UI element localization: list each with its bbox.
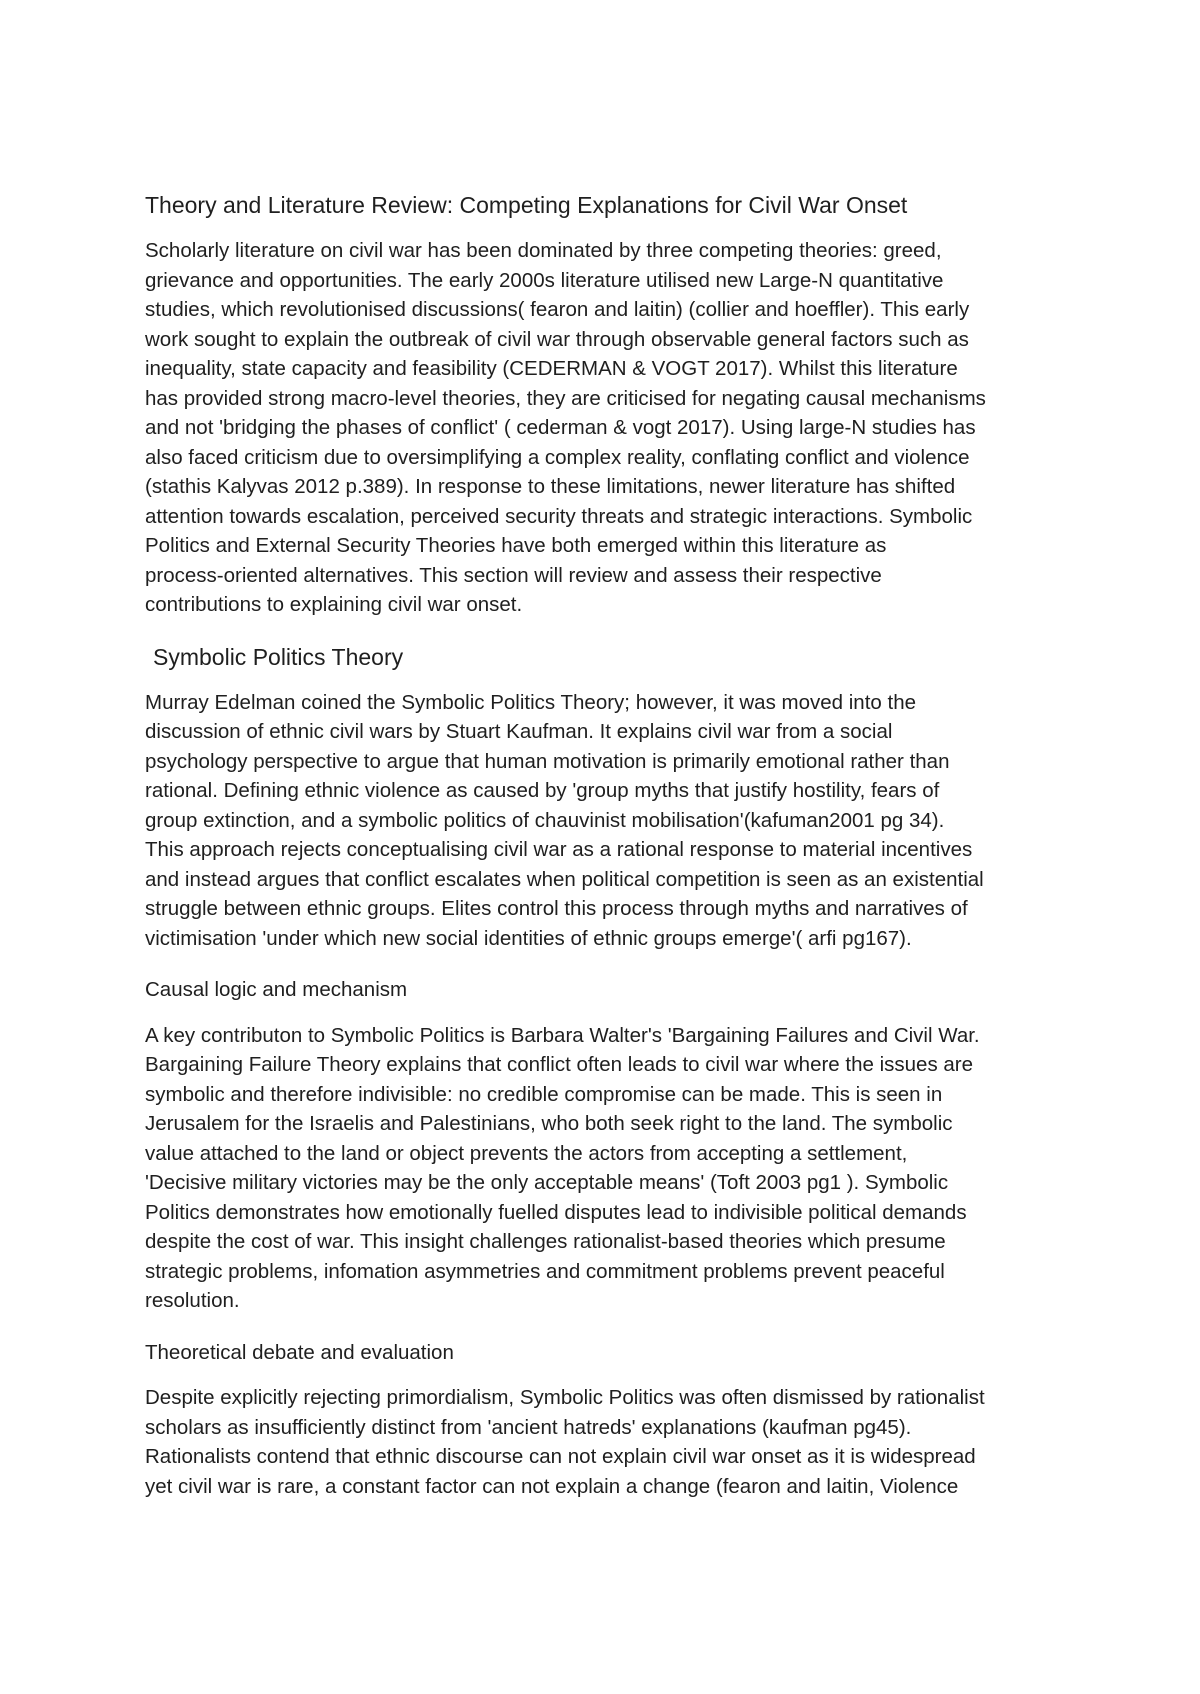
text-line: scholars as insufficiently distinct from 'ancient hatreds' explanations (kaufman pg45).: [145, 1415, 912, 1439]
text-line: Politics demonstrates how emotionally fuelled disputes lead to indivisible political demands: [145, 1200, 967, 1224]
text-line: This approach rejects conceptualising civil war as a rational response to material incentives: [145, 838, 973, 861]
text-line: victimisation 'under which new social identities of ethnic groups emerge'( arfi pg167).: [145, 926, 912, 950]
theoretical-debate-paragraph: [145, 1383, 1075, 1501]
text-line: and instead argues that conflict escalates when political competition is seen as an existential: [145, 867, 984, 891]
text-line: 'Decisive military victories may be the only acceptable means' (Toft 2003 pg1 ). Symbolic: [145, 1171, 949, 1194]
text-line: contributions to explaining civil war onset.: [145, 593, 523, 616]
text-line: inequality, state capacity and feasibility (CEDERMAN & VOGT 2017). Whilst this literature: [145, 357, 958, 380]
text-line: studies, which revolutionised discussions( fearon and laitin) (collier and hoeffler). This early: [145, 298, 970, 321]
text-line: attention towards escalation, perceived security threats and strategic interactions. Symbolic: [145, 504, 973, 528]
text-line: Rationalists contend that ethnic discourse can not explain civil war onset as it is widespread: [145, 1445, 976, 1468]
symbolic-politics-paragraph: [145, 688, 1075, 954]
text-line: symbolic and therefore indivisible: no credible compromise can be made. This is seen in: [145, 1082, 943, 1106]
text-line: group extinction, and a symbolic politics of chauvinist mobilisation'(kafuman2001 pg 34).: [145, 808, 945, 832]
text-line: rational. Defining ethnic violence as caused by 'group myths that justify hostility, fears of: [145, 779, 940, 802]
text-line: psychology perspective to argue that human motivation is primarily emotional rather than: [145, 749, 950, 773]
text-line: yet civil war is rare, a constant factor can not explain a change (fearon and laitin, Violence: [145, 1474, 959, 1498]
text-line: work sought to explain the outbreak of civil war through observable general factors such as: [145, 327, 969, 351]
text-line: struggle between ethnic groups. Elites control this process through myths and narratives of: [145, 897, 968, 920]
theoretical-debate-heading: Theoretical debate and evaluation: [145, 1340, 454, 1364]
document-page: [145, 190, 1075, 1523]
text-line: resolution.: [145, 1289, 240, 1312]
text-line: process-oriented alternatives. This section will review and assess their respective: [145, 563, 882, 587]
text-line: A key contributon to Symbolic Politics is Barbara Walter's 'Bargaining Failures and Civil War.: [145, 1023, 980, 1047]
text-line: Bargaining Failure Theory explains that conflict often leads to civil war where the issues are: [145, 1053, 974, 1076]
text-line: value attached to the land or object prevents the actors from accepting a settlement,: [145, 1141, 908, 1165]
text-line: Murray Edelman coined the Symbolic Politics Theory; however, it was moved into the: [145, 690, 917, 714]
document-title: Theory and Literature Review: Competing Explanations for Civil War Onset: [145, 192, 908, 218]
text-line: grievance and opportunities. The early 2000s literature utilised new Large-N quantitative: [145, 268, 944, 292]
text-line: Despite explicitly rejecting primordialism, Symbolic Politics was often dismissed by rationalist: [145, 1386, 985, 1409]
symbolic-politics-heading: Symbolic Politics Theory: [153, 643, 404, 670]
text-line: Politics and External Security Theories have both emerged within this literature as: [145, 534, 887, 557]
text-line: Scholarly literature on civil war has been dominated by three competing theories: greed,: [145, 239, 942, 262]
text-line: also faced criticism due to oversimplifying a complex reality, conflating conflict and violence: [145, 445, 970, 469]
intro-paragraph: [145, 236, 1075, 620]
text-line: Jerusalem for the Israelis and Palestinians, who both seek right to the land. The symbolic: [145, 1112, 953, 1135]
causal-logic-paragraph: [145, 1021, 1075, 1316]
text-line: (stathis Kalyvas 2012 p.389). In response to these limitations, newer literature has shifted: [145, 475, 956, 498]
text-line: and not 'bridging the phases of conflict' ( cederman & vogt 2017). Using large-N studies has: [145, 416, 976, 439]
text-line: strategic problems, infomation asymmetries and commitment problems prevent peaceful: [145, 1259, 945, 1283]
text-line: has provided strong macro-level theories, they are criticised for negating causal mechanisms: [145, 386, 986, 410]
causal-logic-heading: Causal logic and mechanism: [145, 978, 408, 1001]
text-line: discussion of ethnic civil wars by Stuart Kaufman. It explains civil war from a social: [145, 720, 893, 743]
text-line: despite the cost of war. This insight challenges rationalist-based theories which presume: [145, 1230, 946, 1253]
